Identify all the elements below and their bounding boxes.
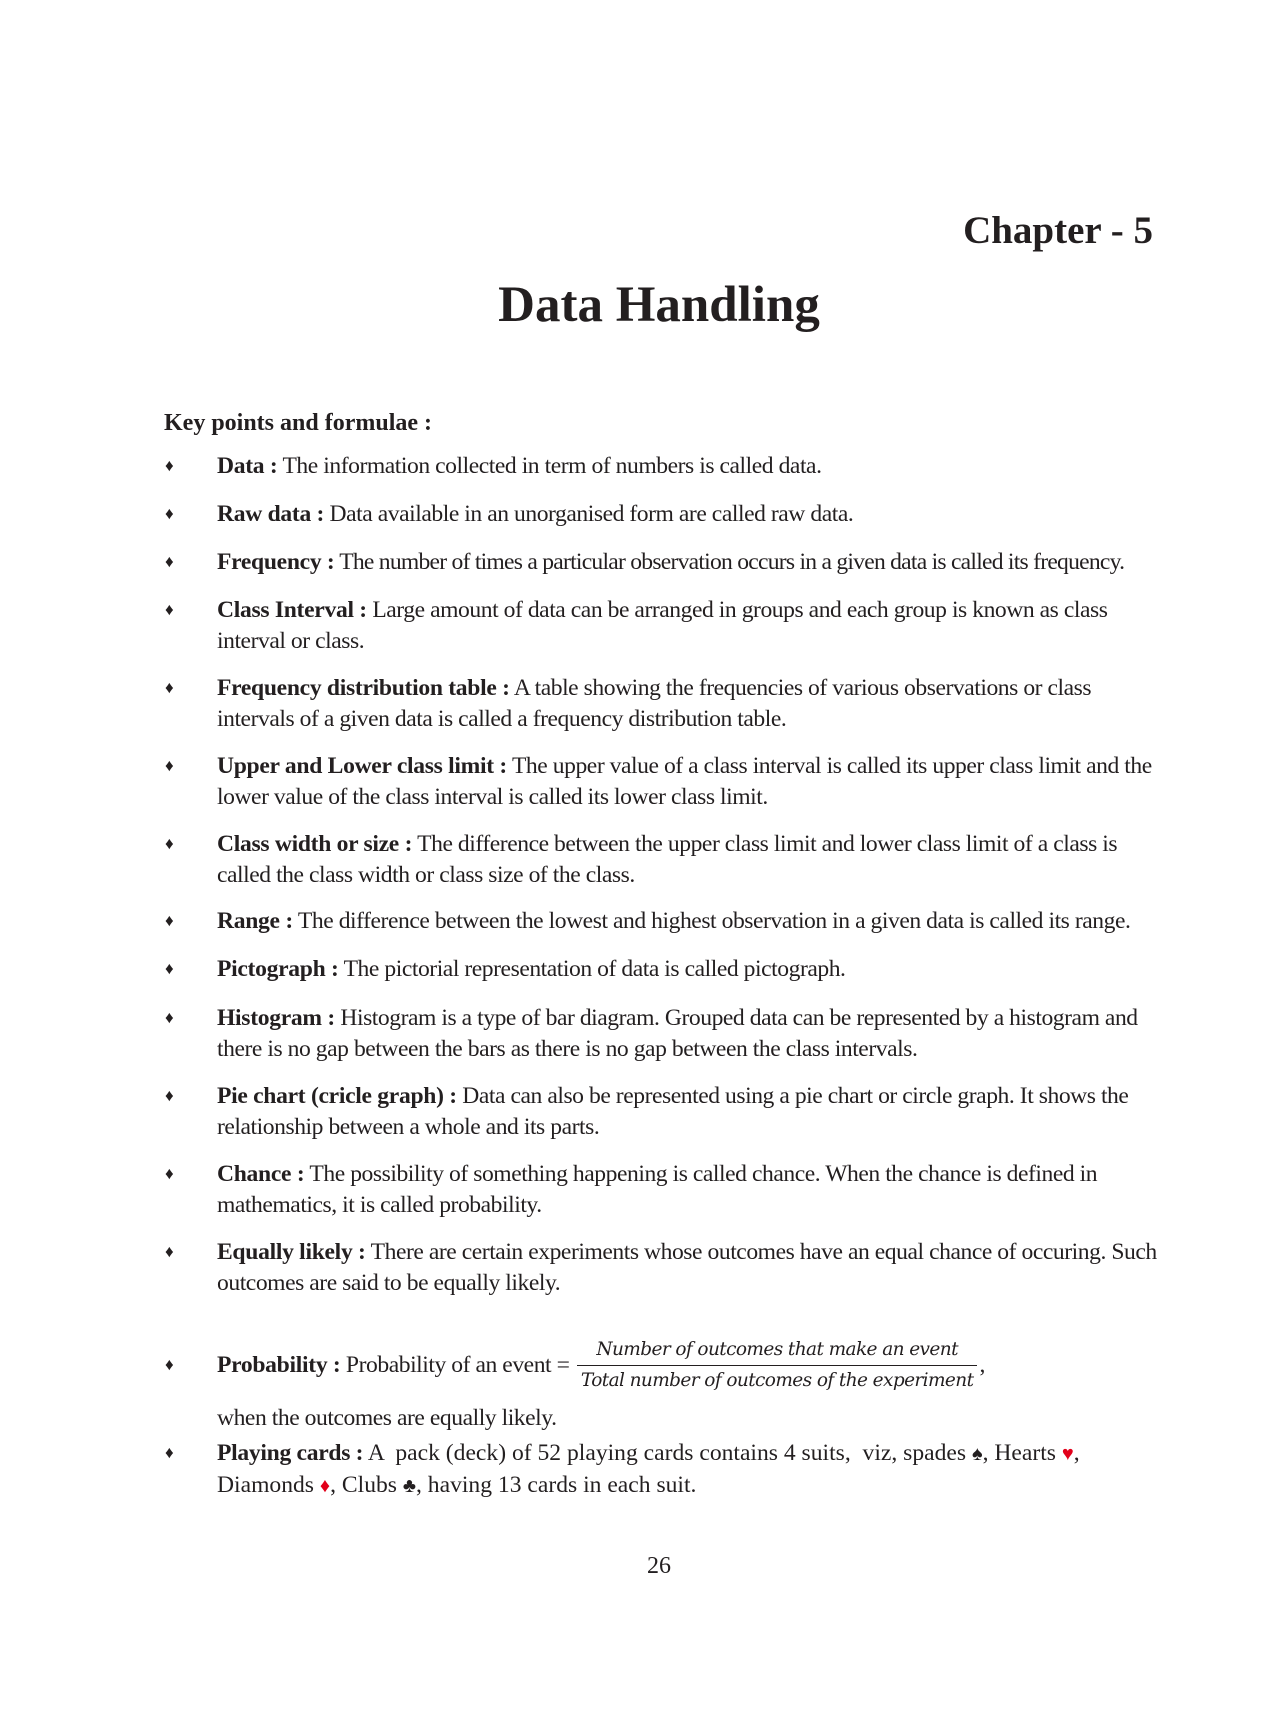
bullet-icon: ♦	[165, 1164, 174, 1183]
bullet-icon: ♦	[165, 834, 174, 853]
list-item	[165, 595, 1157, 656]
item-term: Upper and Lower class limit :	[217, 753, 507, 779]
item-term: Frequency distribution table :	[217, 675, 510, 701]
item-text: Data available in an unorganised form are called raw data.	[324, 501, 854, 527]
heart-icon: ♥	[1061, 1443, 1074, 1465]
item-text: The difference between the upper class limit and lower class limit of a class is called the class width or class size of the class.	[217, 831, 1118, 888]
bullet-icon: ♦	[165, 600, 174, 619]
item-text: The number of times a particular observation occurs in a given data is called its frequency.	[334, 549, 1125, 575]
bullet-icon: ♦	[165, 1443, 174, 1462]
item-text: , Clubs	[330, 1471, 403, 1498]
item-text: Histogram is a type of bar diagram. Grouped data can be represented by a histogram and there is no gap between the bars as there is no gap between the class intervals.	[217, 1005, 1138, 1062]
item-text: The pictorial representation of data is called pictograph.	[338, 956, 846, 982]
item-text: A pack (deck) of 52 playing cards contains 4 suits, viz, spades	[363, 1440, 972, 1466]
item-term: Data :	[217, 453, 278, 479]
item-term: Frequency :	[217, 549, 335, 575]
item-term: Playing cards :	[217, 1440, 364, 1466]
item-text: The information collected in term of numbers is called data.	[277, 453, 822, 479]
bullet-icon: ♦	[165, 678, 174, 697]
item-text: ,	[979, 1352, 985, 1378]
list-item	[165, 954, 1157, 985]
list-item	[165, 673, 1157, 734]
list-item	[165, 499, 1157, 530]
item-term: Histogram :	[217, 1005, 335, 1031]
bullet-icon: ♦	[165, 959, 174, 978]
item-term: Range :	[217, 908, 293, 934]
item-text: Diamonds	[217, 1471, 320, 1498]
item-text: There are certain experiments whose outcomes have an equal chance of occuring. Such outcomes are said to be equally likely.	[217, 1239, 1157, 1296]
item-text: A table showing the frequencies of various observations or class intervals of a given data is called a frequency distribution table.	[217, 675, 1092, 732]
bullet-icon: ♦	[165, 756, 174, 775]
item-text: Large amount of data can be arranged in groups and each group is known as class interval or class.	[217, 597, 1108, 654]
list-item	[165, 1081, 1157, 1142]
probability-formula	[217, 1325, 1157, 1405]
list-item	[165, 1159, 1157, 1220]
list-item	[165, 1237, 1157, 1298]
playing-cards-line-2	[217, 1470, 1157, 1502]
list-item	[165, 906, 1157, 937]
probability-fraction	[577, 1338, 978, 1393]
item-term: Probability :	[217, 1352, 341, 1378]
item-term: Pie chart (cricle graph) :	[217, 1083, 457, 1109]
item-term: Chance :	[217, 1161, 305, 1187]
probability-condition: when the outcomes are equally likely.	[217, 1405, 557, 1431]
bullet-icon: ♦	[165, 552, 174, 571]
item-text: , Hearts	[982, 1440, 1062, 1466]
item-text: Probability of an event =	[340, 1352, 575, 1378]
page-title: Data Handling	[498, 277, 820, 333]
list-item	[165, 1003, 1157, 1064]
item-term: Raw data :	[217, 501, 325, 527]
item-term: Pictograph :	[217, 956, 339, 982]
page-number: 26	[647, 1553, 671, 1579]
item-term: Class Interval :	[217, 597, 367, 623]
fraction-numerator: Number of outcomes that make an event	[577, 1338, 978, 1366]
item-text: The upper value of a class interval is called its upper class limit and the lower value of the class interval is called its lower class limit.	[217, 753, 1152, 810]
bullet-icon: ♦	[165, 1355, 174, 1374]
list-item	[165, 829, 1157, 890]
playing-cards-line-1	[217, 1438, 1157, 1470]
list-item	[165, 451, 1157, 482]
diamond-icon: ♦	[319, 1474, 331, 1497]
item-term: Equally likely :	[217, 1239, 366, 1265]
item-text: , having 13 cards in each suit.	[416, 1471, 697, 1498]
item-text: Data can also be represented using a pie chart or circle graph. It shows the relationship between a whole and its parts.	[217, 1083, 1129, 1140]
bullet-icon: ♦	[165, 504, 174, 523]
item-text: The difference between the lowest and highest observation in a given data is called its range.	[292, 908, 1131, 934]
item-text: The possibility of something happening is called chance. When the chance is defined in mathematics, it is called probability.	[217, 1161, 1098, 1218]
chapter-label: Chapter - 5	[963, 209, 1153, 252]
item-term: Class width or size :	[217, 831, 413, 857]
bullet-icon: ♦	[165, 911, 174, 930]
bullet-icon: ♦	[165, 456, 174, 475]
item-text: ,	[1073, 1440, 1080, 1466]
list-item	[165, 751, 1157, 812]
list-item	[165, 547, 1157, 578]
bullet-icon: ♦	[165, 1086, 174, 1105]
fraction-denominator: Total number of outcomes of the experiment	[580, 1369, 974, 1391]
club-icon: ♣	[402, 1474, 416, 1497]
bullet-icon: ♦	[165, 1242, 174, 1261]
list-item-probability	[165, 1325, 1157, 1433]
spade-icon: ♠	[971, 1443, 983, 1465]
bullet-icon: ♦	[165, 1008, 174, 1027]
section-heading: Key points and formulae :	[164, 410, 433, 436]
list-item-playing-cards	[165, 1438, 1157, 1501]
